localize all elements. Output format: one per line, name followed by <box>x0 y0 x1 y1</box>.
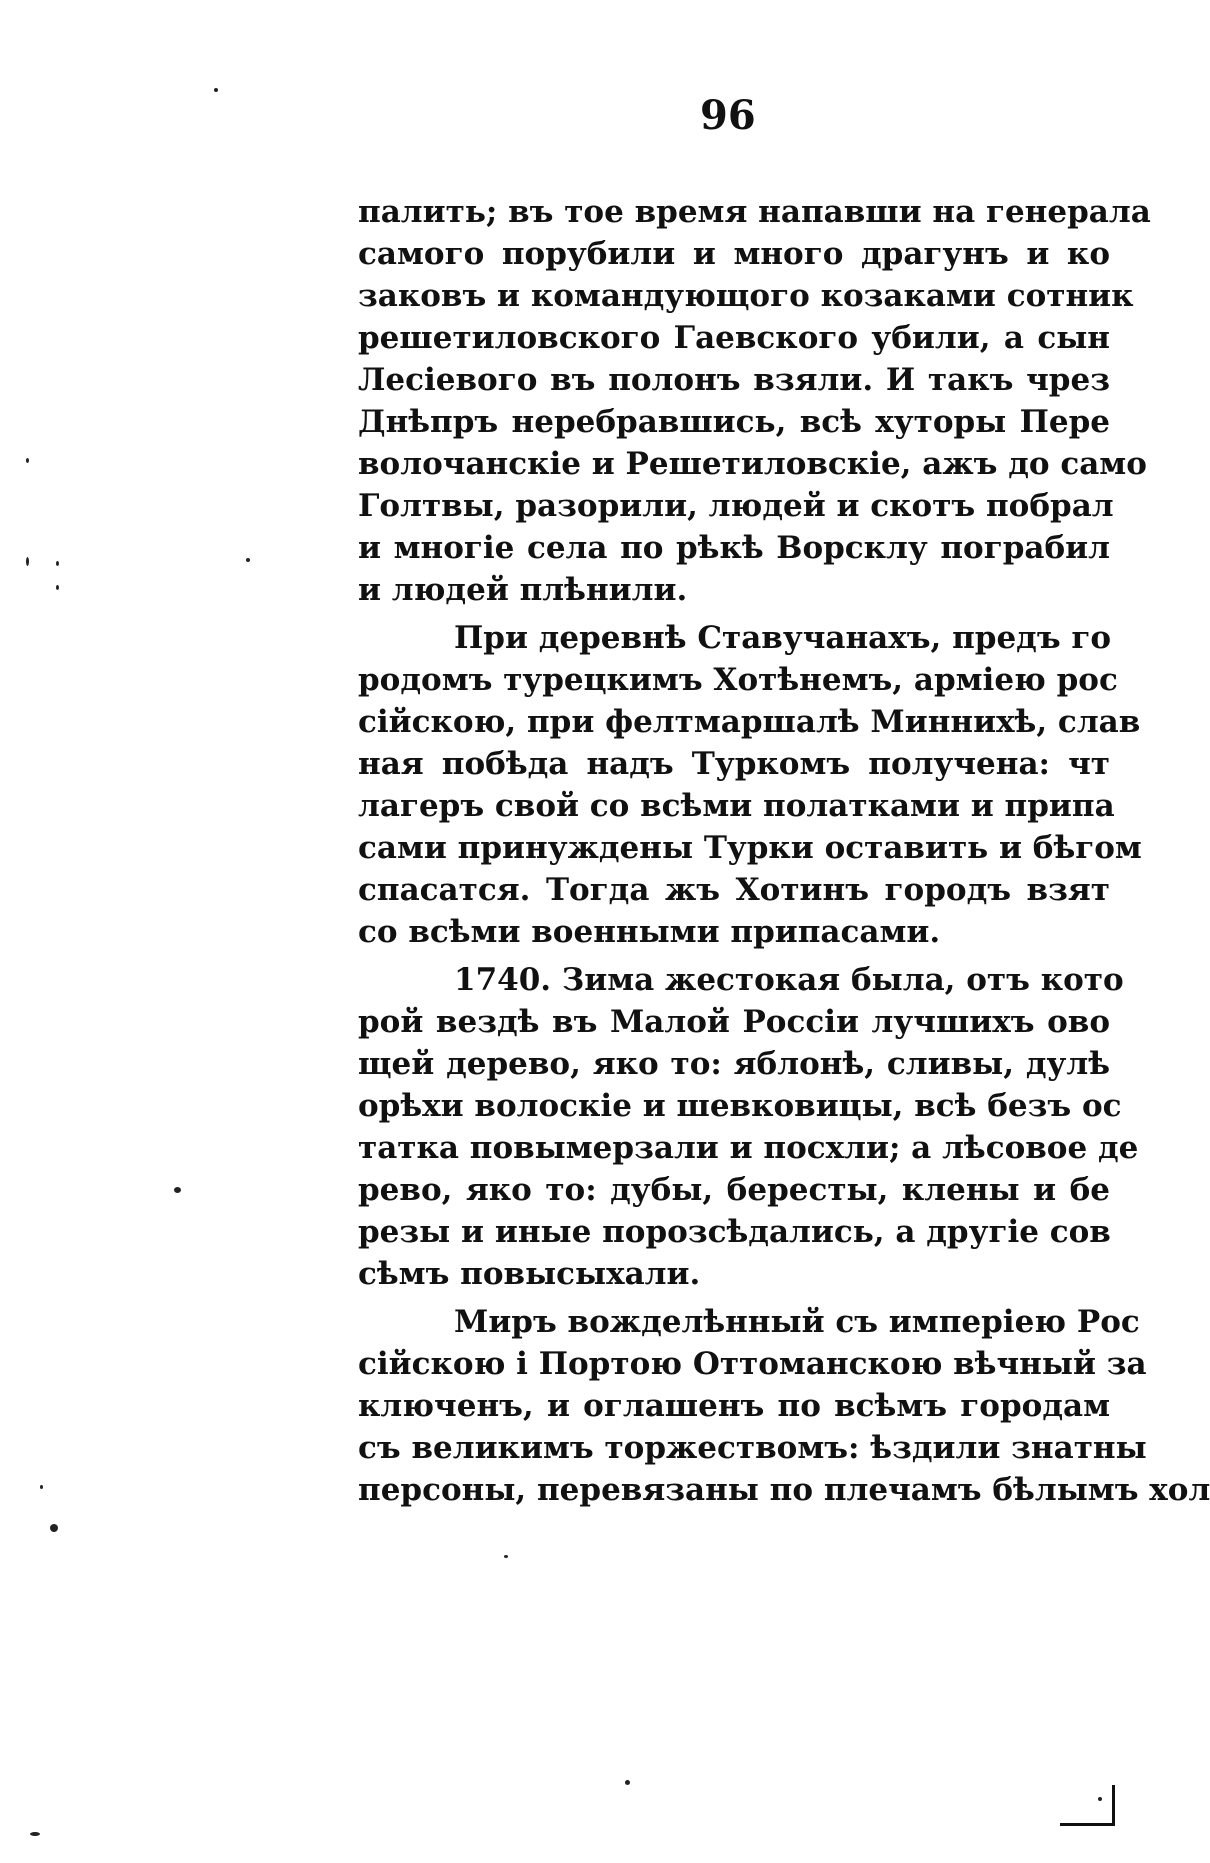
paragraph <box>358 959 1139 1295</box>
text-line: самого порубили и много драгунъ и ко <box>358 236 1110 272</box>
scan-speck <box>56 585 59 590</box>
scan-speck <box>50 1524 58 1532</box>
text-line: спасатся. Тогда жъ Хотинъ городъ взят <box>358 872 1110 908</box>
text-line: Голтвы, разорили, людей и скотъ побрал <box>358 488 1114 524</box>
text-line: сами принуждены Турки оставить и бѣгом <box>358 830 1142 866</box>
text-line: лагеръ свой со всѣми полатками и припа <box>358 788 1115 824</box>
text-line: Днѣпръ неребравшись, всѣ хуторы Пере <box>358 404 1110 440</box>
text-line: персоны, перевязаны по плечамъ бѣлымъ хол <box>358 1472 1210 1508</box>
text-line: щей дерево, яко то: яблонѣ, сливы, дулѣ <box>358 1046 1110 1082</box>
text-line: ключенъ, и оглашенъ по всѣмъ городам <box>358 1388 1110 1424</box>
scan-speck <box>625 1780 630 1785</box>
text-line: палить; въ тое время напавши на генерала <box>358 194 1151 230</box>
text-line: рево, яко то: дубы, бересты, клены и бе <box>358 1172 1110 1208</box>
text-line: волочанскіе и Решетиловскіе, ажъ до само <box>358 446 1147 482</box>
text-line: и многіе села по рѣкѣ Ворсклу пограбил <box>358 530 1110 566</box>
paragraph <box>358 191 1151 611</box>
scan-speck <box>40 1485 43 1489</box>
text-line: Миръ вожделѣнный съ имперіею Рос <box>454 1304 1140 1340</box>
text-line: заковъ и командующого козаками сотник <box>358 278 1134 314</box>
scan-speck <box>214 88 218 92</box>
text-line: орѣхи волоскіе и шевковицы, всѣ безъ ос <box>358 1088 1122 1124</box>
body-text <box>358 191 1210 1511</box>
paragraph <box>358 617 1142 953</box>
text-line: татка повымерзали и посхли; а лѣсовое де <box>358 1130 1139 1166</box>
text-line: сійскою, при фелтмаршалѣ Миннихѣ, слав <box>358 704 1141 740</box>
text-line: сійскою і Портою Оттоманскою вѣчный за <box>358 1346 1147 1382</box>
crop-corner-mark <box>1060 1785 1115 1826</box>
scan-speck <box>26 557 29 566</box>
text-line: родомъ турецкимъ Хотѣнемъ, арміею рос <box>358 662 1118 698</box>
scan-speck <box>30 1832 40 1836</box>
text-line: со всѣми военными припасами. <box>358 914 941 950</box>
text-line: Лесіевого въ полонъ взяли. И такъ чрез <box>358 362 1110 398</box>
text-line: рой вездѣ въ Малой Россіи лучшихъ ово <box>358 1004 1110 1040</box>
scan-speck <box>26 458 29 463</box>
page-number: 96 <box>700 92 756 139</box>
text-line: При деревнѣ Ставучанахъ, предъ го <box>454 620 1112 656</box>
paragraph <box>358 1301 1210 1511</box>
scan-speck <box>174 1187 181 1193</box>
text-line: резы и иные порозсѣдались, а другіе сов <box>358 1214 1111 1250</box>
text-line: ная побѣда надъ Туркомъ получена: чт <box>358 746 1110 782</box>
text-line: решетиловского Гаевского убили, а сын <box>358 320 1110 356</box>
scan-speck <box>246 558 250 562</box>
text-line: 1740. Зима жестокая была, отъ кото <box>454 962 1124 998</box>
text-line: сѣмъ повысыхали. <box>358 1256 701 1292</box>
text-line: съ великимъ торжествомъ: ѣздили знатны <box>358 1430 1147 1466</box>
scan-speck <box>504 1555 508 1558</box>
text-line: и людей плѣнили. <box>358 572 688 608</box>
scan-speck <box>56 561 59 566</box>
